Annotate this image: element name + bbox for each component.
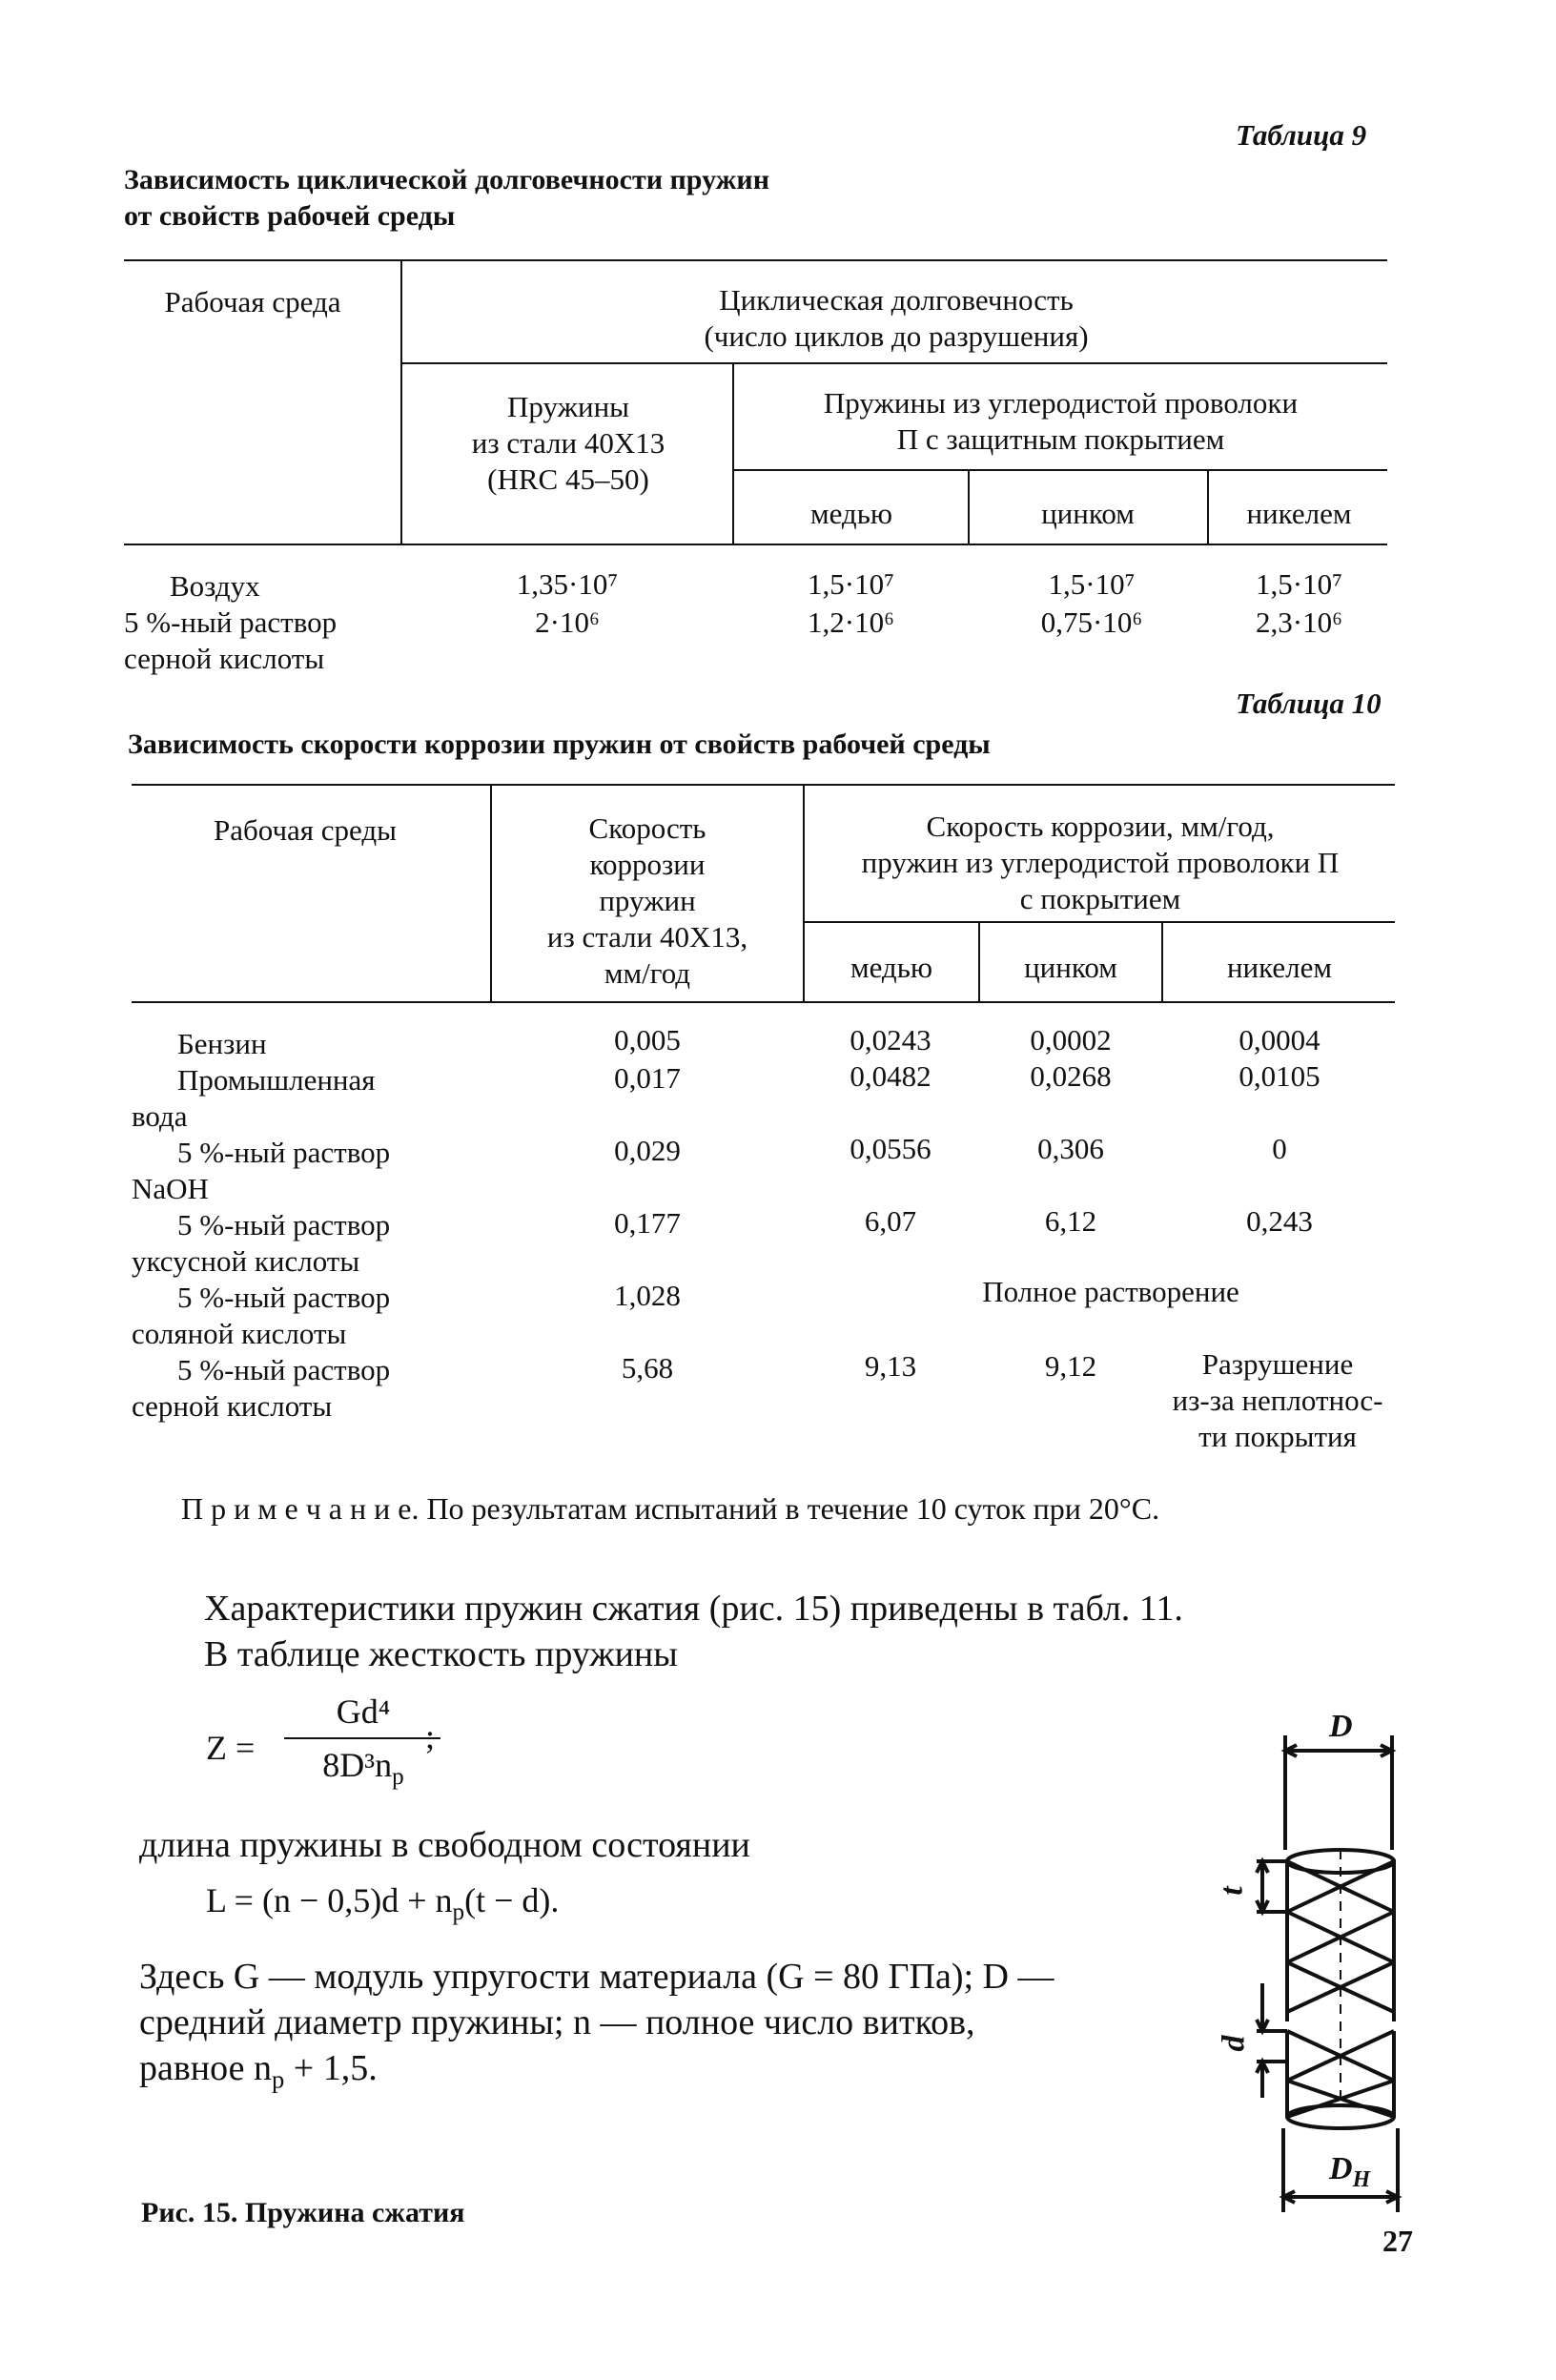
formula-l-part1: L = (n − 0,5)d + n [206, 1881, 453, 1919]
table9-label: Таблица 9 [1236, 118, 1367, 152]
table9-row2-env: 5 %-ный раствор серной кислоты [124, 605, 338, 675]
table10-row5-steel: 1,028 [614, 1279, 681, 1312]
table10-row1-steel: 0,005 [614, 1023, 681, 1057]
table10-row6-steel: 5,68 [621, 1351, 674, 1385]
paragraph-3-line3-sub: p [271, 2064, 285, 2094]
table10-head-steel [496, 810, 799, 992]
table9-row2-steel: 2·10⁶ [535, 605, 600, 639]
table9-row1-env: Воздух [170, 569, 260, 603]
table10-head-steel-l4: из стали 40Х13, [546, 920, 748, 954]
paragraph-3-line2: средний диаметр пружины; n — полное число витков, [139, 2002, 975, 2042]
table10-row2-env-l2: вода [132, 1099, 188, 1133]
table10-head-carbon-l2: пружин из углеродистой проволоки П [861, 846, 1340, 879]
paragraph-3-line3 [139, 2046, 378, 2094]
table9-row1-zinc: 1,5·10⁷ [1048, 567, 1136, 601]
table10-row3-zinc: 0,306 [1037, 1132, 1104, 1165]
formula-l-sub: p [452, 1899, 465, 1926]
table9-head-carbon [739, 385, 1382, 458]
page-number: 27 [1382, 2224, 1413, 2258]
table10-row5-env-l2: соляной кислоты [132, 1317, 347, 1350]
table9-row2-copper: 1,2·10⁶ [808, 605, 894, 639]
formula-z-denominator [282, 1745, 444, 1791]
paragraph-3-line1: Здесь G — модуль упругости материала (G = 80 ГПа); D — [139, 1957, 1054, 1997]
table10-head-carbon [809, 809, 1392, 917]
table9-caption-line2: от свойств рабочей среды [124, 200, 456, 232]
table10-row1-env: Бензин [177, 1027, 267, 1060]
table10-row3-copper: 0,0556 [850, 1132, 932, 1165]
dim-label-DH-main: D [1329, 2151, 1353, 2186]
table10-row6-zinc: 9,12 [1044, 1349, 1097, 1383]
table10-row2-steel: 0,017 [614, 1061, 681, 1095]
formula-z-lhs: Z = [206, 1729, 256, 1767]
table10-row1-copper: 0,0243 [850, 1023, 932, 1057]
table10-row4-env-l1: 5 %-ный раствор [177, 1208, 391, 1241]
table9-head-life-l2: (число циклов до разрушения) [704, 319, 1089, 353]
table10-row4-zinc: 6,12 [1044, 1204, 1097, 1238]
table10-row6-env-l2: серной кислоты [132, 1389, 333, 1423]
table10-label: Таблица 10 [1236, 687, 1382, 720]
table10-row3-env-l1: 5 %-ный раствор [177, 1136, 391, 1169]
table10-row2-nickel: 0,0105 [1239, 1059, 1321, 1093]
table10-row6-nickel-l2: из-за неплотнос- [1172, 1384, 1383, 1417]
table9-caption [124, 162, 769, 235]
dim-label-D: D [1329, 1709, 1353, 1744]
paragraph-3-line3-b: + 1,5. [284, 2048, 378, 2088]
table10-head-zinc: цинком [1024, 951, 1117, 984]
table10-row4-steel: 0,177 [614, 1206, 681, 1240]
table10-head-carbon-l1: Скорость коррозии, мм/год, [926, 810, 1275, 843]
table9-head-carbon-l2: П с защитным покрытием [896, 422, 1225, 456]
dim-label-t: t [1214, 1886, 1250, 1896]
table9-head-carbon-l1: Пружины из углеродистой проволоки [823, 386, 1299, 420]
table10-row1-nickel: 0,0004 [1239, 1023, 1321, 1057]
paragraph-1-line1: Характеристики пружин сжатия (рис. 15) приведены в табл. 11. [204, 1589, 1183, 1629]
table9-row1-copper: 1,5·10⁷ [808, 567, 894, 601]
paragraph-3-line3-a: равное n [139, 2048, 272, 2088]
formula-z-numerator: Gd⁴ [336, 1693, 391, 1731]
table9-row1-steel: 1,35·10⁷ [516, 567, 619, 601]
formula-z-end: ; [425, 1717, 436, 1755]
table10-row3-steel: 0,029 [614, 1134, 681, 1167]
table10-row4-nickel: 0,243 [1246, 1204, 1313, 1238]
table9-head-life-l1: Циклическая долговечность [719, 283, 1074, 317]
dim-label-DH [1329, 2151, 1371, 2192]
dim-label-d: d [1216, 2035, 1252, 2052]
table10-row6-nickel-l1: Разрушение [1201, 1347, 1354, 1381]
table9-head-steel-l3: (HRC 45–50) [487, 462, 649, 496]
table10-head-env: Рабочая среды [213, 813, 398, 847]
table9-row2-zinc: 0,75·10⁶ [1040, 605, 1143, 639]
table10-row5-env-l1: 5 %-ный раствор [177, 1281, 391, 1314]
table10-head-copper: медью [850, 951, 933, 984]
table10-row2-zinc: 0,0268 [1030, 1059, 1112, 1093]
table10-head-steel-l3: пружин [599, 884, 696, 917]
table10-row4-env-l2: уксусной кислоты [132, 1244, 360, 1278]
table10-row3-env-l2: NaOH [132, 1172, 209, 1205]
table10-row6-copper: 9,13 [864, 1349, 917, 1383]
table10-head-carbon-l3: с покрытием [1019, 882, 1181, 915]
formula-z-den-main: 8D³n [322, 1746, 393, 1784]
table9-caption-line1: Зависимость циклической долговечности пружин [124, 164, 769, 195]
table10-head-steel-l1: Скорость [588, 811, 706, 845]
table10-row6-nickel-l3: ти покрытия [1198, 1420, 1357, 1453]
dim-label-DH-sub: H [1352, 2166, 1371, 2192]
table10-row2-env-l1: Промышленная [177, 1063, 376, 1097]
table10-row4-copper: 6,07 [864, 1204, 917, 1238]
table10-head-steel-l2: коррозии [589, 848, 706, 881]
table9-head-steel-l2: из стали 40Х13 [471, 426, 665, 460]
table9-head-copper: медью [809, 497, 893, 530]
table9-row1-nickel: 1,5·10⁷ [1256, 567, 1342, 601]
table10-note [181, 1491, 1159, 1527]
table10-row6-nickel [1156, 1346, 1400, 1455]
table9-head-life [410, 282, 1382, 355]
figure-caption: Рис. 15. Пружина сжатия [141, 2197, 465, 2228]
paragraph-1-line2: В таблице жесткость пружины [204, 1634, 678, 1674]
table10-note-prefix: П р и м е ч а н и е. [181, 1491, 420, 1526]
table10-row5-merged: Полное растворение [982, 1275, 1239, 1308]
formula-l [206, 1880, 560, 1926]
table9-head-steel-l1: Пружины [507, 390, 629, 423]
table9-head-steel [408, 389, 728, 498]
table9-head-zinc: цинком [1041, 497, 1135, 530]
table10-note-text: По результатам испытаний в течение 10 суток при 20°С. [426, 1491, 1160, 1526]
table10-row6-env-l1: 5 %-ный раствор [177, 1353, 391, 1386]
table10-row2-copper: 0,0482 [850, 1059, 932, 1093]
table9-head-nickel: никелем [1246, 497, 1352, 530]
table10-head-steel-l5: мм/год [604, 956, 691, 990]
table10-row1-zinc: 0,0002 [1030, 1023, 1112, 1057]
spring-figure [1163, 1707, 1449, 2231]
table9-row2-nickel: 2,3·10⁶ [1256, 605, 1342, 639]
table10-caption: Зависимость скорости коррозии пружин от свойств рабочей среды [128, 728, 991, 760]
table9-head-env: Рабочая среда [164, 285, 341, 318]
formula-l-part2: (t − d). [464, 1881, 560, 1919]
table10-head-nickel: никелем [1226, 951, 1333, 984]
table10-row3-nickel: 0 [1272, 1132, 1287, 1165]
formula-z-den-sub: p [392, 1764, 404, 1791]
paragraph-2: длина пружины в свободном состоянии [139, 1825, 750, 1865]
